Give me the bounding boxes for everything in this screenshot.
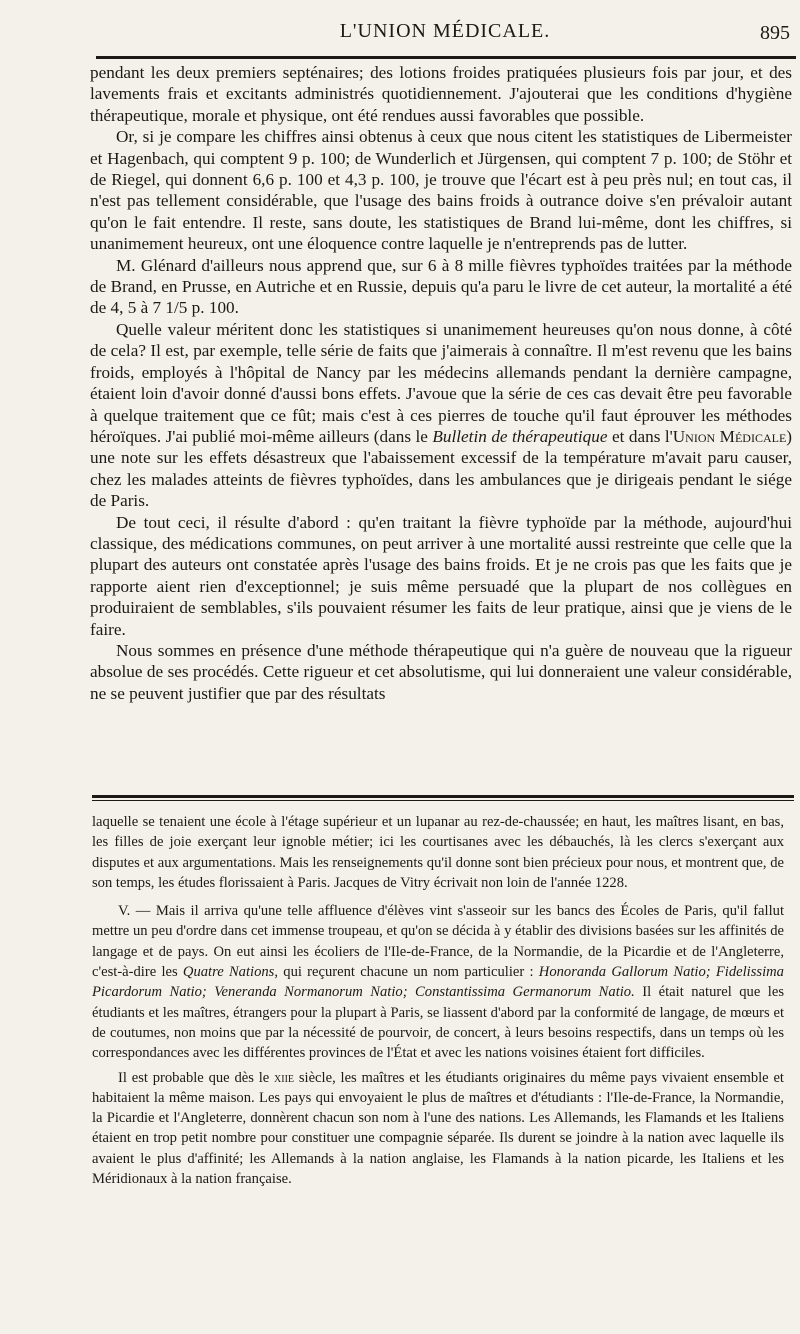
note-3-part-1: Il est probable que dès le <box>118 1069 275 1086</box>
note-2-part-1: V. — Mais il arriva qu'une telle affluence d'élèves vint s'asseoir sur les bancs des Écoles de Paris, qu'il fallut mettre un peu d'ordre dans cet immense troupeau, et qu'on se décida à y établir des divisions basées sur les affinités de langage et de pays. On eut ainsi les écoliers de l'Ile-de-France, de la Normandie, de la Picardie et de l'Angleterre, c'est-à-dire les <box>92 903 784 981</box>
note-3-part-2: siècle, les maîtres et les étudiants originaires du même pays vivaient ensemble et habitaient la même maison. Les pays qui envoyaient le plus de maîtres et d'étudiants : l'Ile-de-France, la Normandie, la Picardie et l'Angleterre, donnèrent chacun son nom à l'une des nations. Les Allemands, les Flamands et les Italiens étaient en trop petit nombre pour constituer une compagnie séparée. Ils durent se joindre à la nation avec laquelle ils avaient le plus d'affinité; les Allemands à la nation anglaise, les Flamands à la nation picarde, les Italiens et les Méridionaux à la nation française. <box>92 1069 784 1188</box>
footnote-rule-thin <box>92 800 794 801</box>
paragraph-4 <box>90 319 792 512</box>
quatre-nations: Quatre Nations <box>182 964 275 981</box>
feuilleton-notes <box>92 812 784 1197</box>
union-medicale-title: Union Médicale <box>672 426 787 446</box>
note-2-part-3: Il était naturel que les étudiants et les maîtres, étrangers pour la plupart à Paris, se liassent d'abord par la conformité de langage, de mœurs et de coutumes, non moins que par la nécessité de pourvoir, de concert, à leurs besoins respectifs, dans un temps où les correspondances avec les différentes provinces de l'État et avec les nations voisines étaient fort difficiles. <box>92 984 785 1062</box>
paragraph-1: pendant les deux premiers septénaires; des lotions froides pratiquées plusieurs fois par jour, et des lavements frais et excitants administrés quotidiennement. J'ajouterai que les conditions d'hygiène thérapeutique, morale et physique, ont été rendues aussi favorables que possible. <box>90 63 792 125</box>
paragraph-6: Nous sommes en présence d'une méthode thérapeutique qui n'a guère de nouveau que la rigueur absolue de ses procédés. Cette rigueur et cet absolutisme, qui lui donneraient une valeur considérable, ne se peuvent justifier que par des résultats <box>90 640 792 703</box>
nation-names: Honoranda Gallorum Natio; Fidelissima Picardorum Natio; Veneranda Normanorum Natio; Constantissima Germanorum Natio. <box>92 964 784 1001</box>
note-paragraph-1: laquelle se tenaient une école à l'étage supérieur et un lupanar au rez-de-chaussée; en haut, les maîtres lisant, en bas, les filles de joie exerçant leur ignoble métier; ici les courtisanes avec les débauchés, là les clercs s'exerçant aux disputes et aux argumentations. Mais les renseignements qu'il donne sont bien précieux pour nous, et montrent que, de son temps, les études florissaient à Paris. Jacques de Vitry écrivait non loin de l'année 1228. <box>92 814 784 891</box>
century-numeral: xiie <box>274 1069 295 1086</box>
paragraph-4-part-2: et dans l' <box>607 426 673 446</box>
paragraph-3: M. Glénard d'ailleurs nous apprend que, sur 6 à 8 mille fièvres typhoïdes traitées par la méthode de Brand, en Prusse, en Autriche et en Russie, depuis qu'a paru le livre de cet auteur, la mortalité a été de 4, 5 à 7 1/5 p. 100. <box>90 255 792 318</box>
footnote-rule <box>92 795 794 798</box>
paragraph-4-part-3: ) une note sur les effets désastreux que l'abaissement excessif de la température m'avait paru causer, chez les malades atteints de fièvres typhoïdes, dans les ambulances que je dirigeais pendant le siége de Paris. <box>90 426 793 511</box>
paragraph-2: Or, si je compare les chiffres ainsi obtenus à ceux que nous citent les statistiques de Libermeister et Hagenbach, qui comptent 9 p. 100; de Wunderlich et Jürgensen, qui comptent 7 p. 100; de Stöhr et de Riegel, qui donnent 6,6 p. 100 et 4,3 p. 100, je trouve que l'écart est à peu près nul; en tout cas, il n'est pas tellement considérable, que l'usage des bains froids à outrance doive s'en prévaloir autant qu'on le fait entendre. Il reste, sans doute, les statistiques de Brand lui-même, dont les chiffres, si unanimement heureux, ont une éloquence contre laquelle je n'entreprends pas de lutter. <box>90 127 792 254</box>
running-title: L'UNION MÉDICALE. <box>339 20 551 42</box>
main-text <box>90 62 792 704</box>
note-paragraph-3 <box>92 1068 784 1190</box>
journal-title: Bulletin de thérapeutique <box>432 426 608 446</box>
header-rule <box>96 56 796 59</box>
page-number: 895 <box>760 22 790 44</box>
running-head <box>100 18 790 52</box>
paragraph-5: De tout ceci, il résulte d'abord : qu'en traitant la fièvre typhoïde par la méthode, aujourd'hui classique, des médications communes, on peut arriver à une mortalité aussi restreinte que celle que la plupart des auteurs ont constatée après l'usage des bains froids. Et je ne crois pas que les faits que je rapporte aient rien d'exceptionnel; je suis même persuadé que la plupart de nos collègues en produiraient de semblables, s'ils pouvaient résumer les faits de leur pratique, ainsi que je viens de le faire. <box>90 512 792 639</box>
paragraph-4-part-1: Quelle valeur méritent donc les statistiques si unanimement heureuses qu'on nous donne, à côté de cela? Il est, par exemple, telle série de faits que j'aimerais à connaître. Il m'est revenu que les bains froids, employés à l'hôpital de Nancy par les médecins allemands pendant la dernière campagne, étaient loin d'avoir donné d'aussi bons effets. J'avoue que la série de ces cas devait être peu favorable à quelque traitement que ce fût; mais c'est à ces pierres de touche qu'il faut éprouver les méthodes héroïques. J'ai publié moi-même ailleurs (dans le <box>90 319 792 446</box>
note-paragraph-2 <box>92 901 784 1063</box>
note-2-part-2: , qui reçurent chacune un nom particulier : <box>274 964 539 981</box>
